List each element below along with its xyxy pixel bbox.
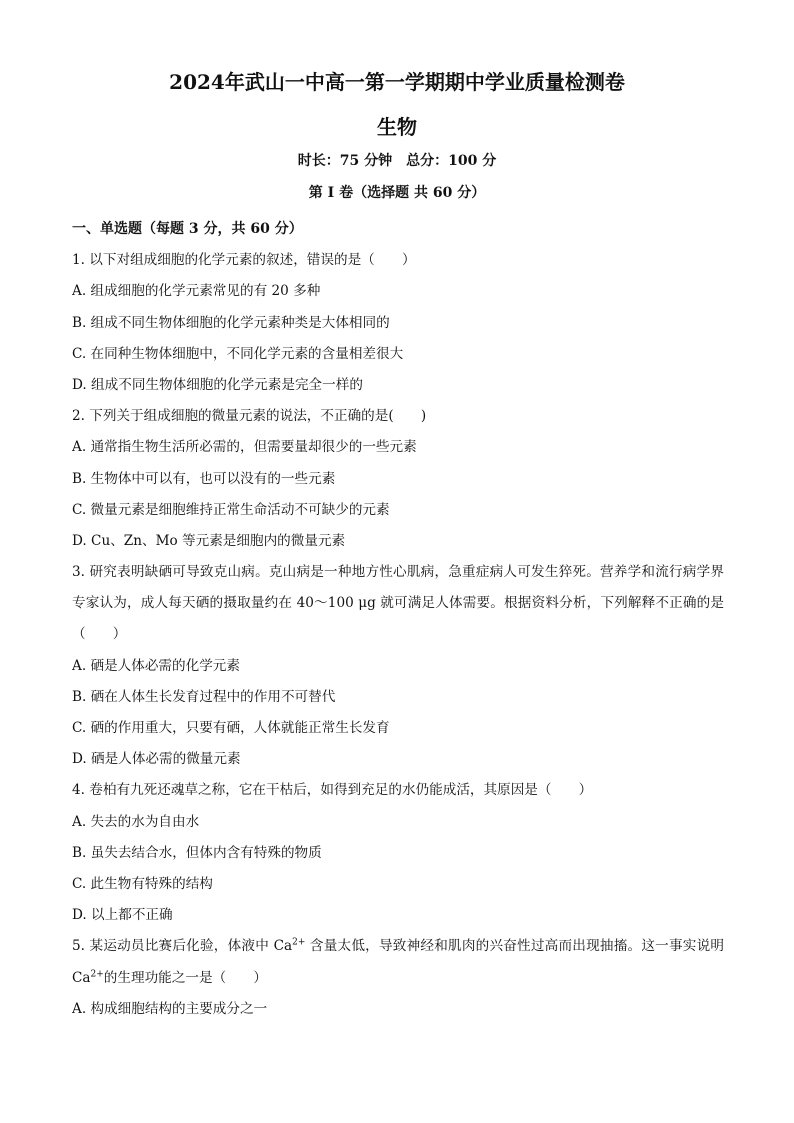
question-5-stem-part2: 含量太低，导致神经和肌肉的兴奋性过高而出现抽搐。这一事实说明 Ca — [72, 938, 724, 986]
question-1-option-d: D. 组成不同生物体细胞的化学元素是完全一样的 — [72, 376, 363, 393]
section-heading: 一、单选题（每题 3 分，共 60 分） — [72, 221, 303, 237]
question-list — [72, 214, 724, 1025]
exam-meta: 时长：75 分钟 总分：100 分 — [297, 153, 497, 169]
question-2-option-c: C. 微量元素是细胞维持正常生命活动不可缺少的元素 — [72, 501, 390, 518]
question-4-stem: 4. 卷柏有九死还魂草之称，它在干枯后，如得到充足的水仍能成活，其原因是（ ） — [72, 782, 593, 799]
question-5-superscript-1: 2+ — [292, 937, 306, 948]
question-1-option-b: B. 组成不同生物体细胞的化学元素种类是大体相同的 — [72, 314, 390, 331]
question-2-option-a: A. 通常指生物生活所必需的，但需要量却很少的一些元素 — [72, 439, 417, 456]
question-3-option-c: C. 硒的作用重大，只要有硒，人体就能正常生长发育 — [72, 720, 390, 737]
question-4-option-a: A. 失去的水为自由水 — [72, 813, 200, 830]
question-3-option-a: A. 硒是人体必需的化学元素 — [72, 657, 240, 674]
question-4-option-d: D. 以上都不正确 — [72, 907, 173, 924]
subject-title: 生物 — [377, 115, 417, 139]
question-3-option-b: B. 硒在人体生长发育过程中的作用不可替代 — [72, 688, 336, 705]
question-3-stem: 3. 研究表明缺硒可导致克山病。克山病是一种地方性心肌病，急重症病人可发生猝死。营养学和流行病学界专家认为，成人每天硒的摄取量约在 40～100 μg 就可满足人体需要。根据资料分析，下列解释不正确的是（ ） — [72, 564, 724, 643]
question-2-stem: 2. 下列关于组成细胞的微量元素的说法，不正确的是( ) — [72, 408, 427, 425]
question-3-option-d: D. 硒是人体必需的微量元素 — [72, 751, 241, 768]
exam-title: 2024年武山一中高一第一学期期中学业质量检测卷 — [169, 70, 625, 94]
question-2-option-b: B. 生物体中可以有，也可以没有的一些元素 — [72, 470, 336, 487]
question-5-superscript-2: 2+ — [90, 969, 104, 980]
question-5-option-a: A. 构成细胞结构的主要成分之一 — [72, 1000, 268, 1017]
question-5-stem-part3: 的生理功能之一是（ ） — [103, 969, 267, 986]
question-4-option-b: B. 虽失去结合水，但体内含有特殊的物质 — [72, 844, 322, 861]
part-title: 第 I 卷（选择题 共 60 分） — [308, 185, 486, 201]
question-1-option-c: C. 在同种生物体细胞中，不同化学元素的含量相差很大 — [72, 345, 404, 362]
question-5-stem-part1: 5. 某运动员比赛后化验，体液中 Ca — [72, 938, 293, 955]
question-1-option-a: A. 组成细胞的化学元素常见的有 20 多种 — [72, 283, 321, 300]
question-2-option-d: D. Cu、Zn、Mo 等元素是细胞内的微量元素 — [72, 532, 346, 549]
question-4-option-c: C. 此生物有特殊的结构 — [72, 875, 213, 892]
question-5-stem — [72, 931, 724, 993]
question-1-stem: 1. 以下对组成细胞的化学元素的叙述，错误的是（ ） — [72, 252, 416, 269]
